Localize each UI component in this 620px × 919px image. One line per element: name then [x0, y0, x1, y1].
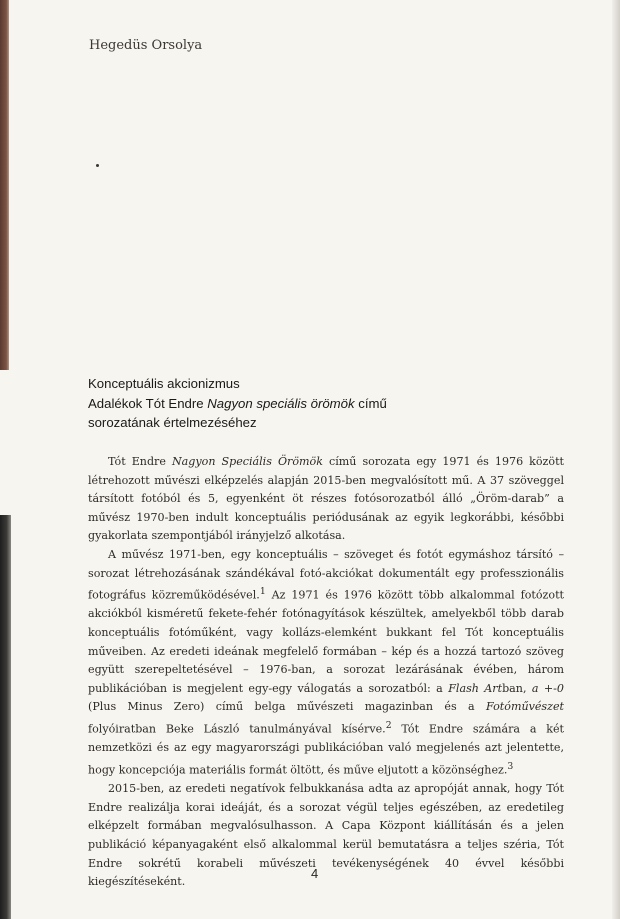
paragraph-2 [88, 546, 564, 780]
text-run: A művész 1971-ben, egy konceptuális – szöveget és fotót egymáshoz társító – sorozat létrehozásának szándékával fotó-akciókat dokumentált egy professzionális fotográfus közreműködésével. [88, 547, 564, 602]
heading-work-title: Nagyon speciális örömök [207, 395, 355, 411]
page-edge-right [612, 0, 620, 919]
magazine-title-italic: a +-0 [531, 681, 564, 695]
text-run: Az 1971 és 1976 között több alkalommal fotózott akciókból kisméretű fekete-fehér fotónagyítások készültek, amelyekből több darab konceptuális fotóműként, vagy kollázs-elemként bukkant fel Tót konceptuális műveiben. Az eredeti ideának megfelelő formában – kép és a hozzá tartozó szöveg együtt szerepeltetésével – 1976-ban, a sorozat lezárásának évében, három publikációban is megjelent egy-egy válogatás a sorozatból: a [88, 588, 564, 695]
work-title-italic: Nagyon Speciális Örömök [171, 455, 323, 468]
page-edge-left-top [0, 0, 9, 370]
footnote-marker: 3 [507, 760, 514, 772]
footnote-marker: 2 [385, 720, 392, 731]
article-body [88, 453, 564, 892]
paragraph-1 [88, 453, 564, 546]
heading-line-3: sorozatának értelmezéséhez [88, 415, 257, 430]
heading-line-2-end: című [354, 395, 387, 411]
magazine-title-italic: Flash Art [448, 681, 503, 695]
text-run: (Plus Minus Zero) című belga művészeti magazinban és a [88, 700, 487, 714]
text-run: ban, [502, 681, 532, 695]
page-number: 4 [311, 866, 319, 881]
article-heading [88, 374, 558, 433]
magazine-title-italic: Fotóművészet [486, 700, 564, 714]
text-run: Tót Endre számára a két nemzetközi és az egy magyarországi publikációban való megjelenés azt jelentette, hogy koncepciója materiális formát öltött, és műve eljutott a közönséghez. [88, 722, 564, 777]
text-run: Tót Endre [108, 455, 172, 468]
text-run: című sorozata egy 1971 és 1976 között létrehozott művészi elképzelés alapján 2015-ben megvalósított mű. A 37 szöveggel társított fotóból és 5, egyenként öt részes fotósorozatból álló „Öröm-darab” a művész 1970-ben indult konceptuális periódusának az egyik legkorábbi, későbbi gyakorlata szempontjából irányjelző alkotása. [88, 455, 564, 543]
heading-line-2-start: Adalékok Tót Endre [88, 395, 208, 411]
running-header-author: Hegedüs Orsolya [89, 38, 203, 53]
decorative-dot [96, 164, 99, 167]
page-edge-left-bottom [0, 515, 11, 919]
text-run: folyóiratban Beke László tanulmányával kísérve. [88, 722, 386, 736]
footnote-marker: 1 [259, 586, 266, 598]
heading-line-2 [88, 394, 558, 414]
paragraph-3: 2015-ben, az eredeti negatívok felbukkanása adta az apropóját annak, hogy Tót Endre realizálja korai ideáját, és a sorozat végül teljes egészében, az eredetileg elképzelt formában megvalósulhasson. A Capa Központ kiállításán és a jelen publikáció képanyagaként első alkalommal kerül bemutatásra a teljes széria, Tót Endre sokrétű korabeli művészeti tevékenységének 40 évvel későbbi kiegészítéseként. [88, 782, 564, 889]
heading-line-1: Konceptuális akcionizmus [88, 376, 240, 391]
